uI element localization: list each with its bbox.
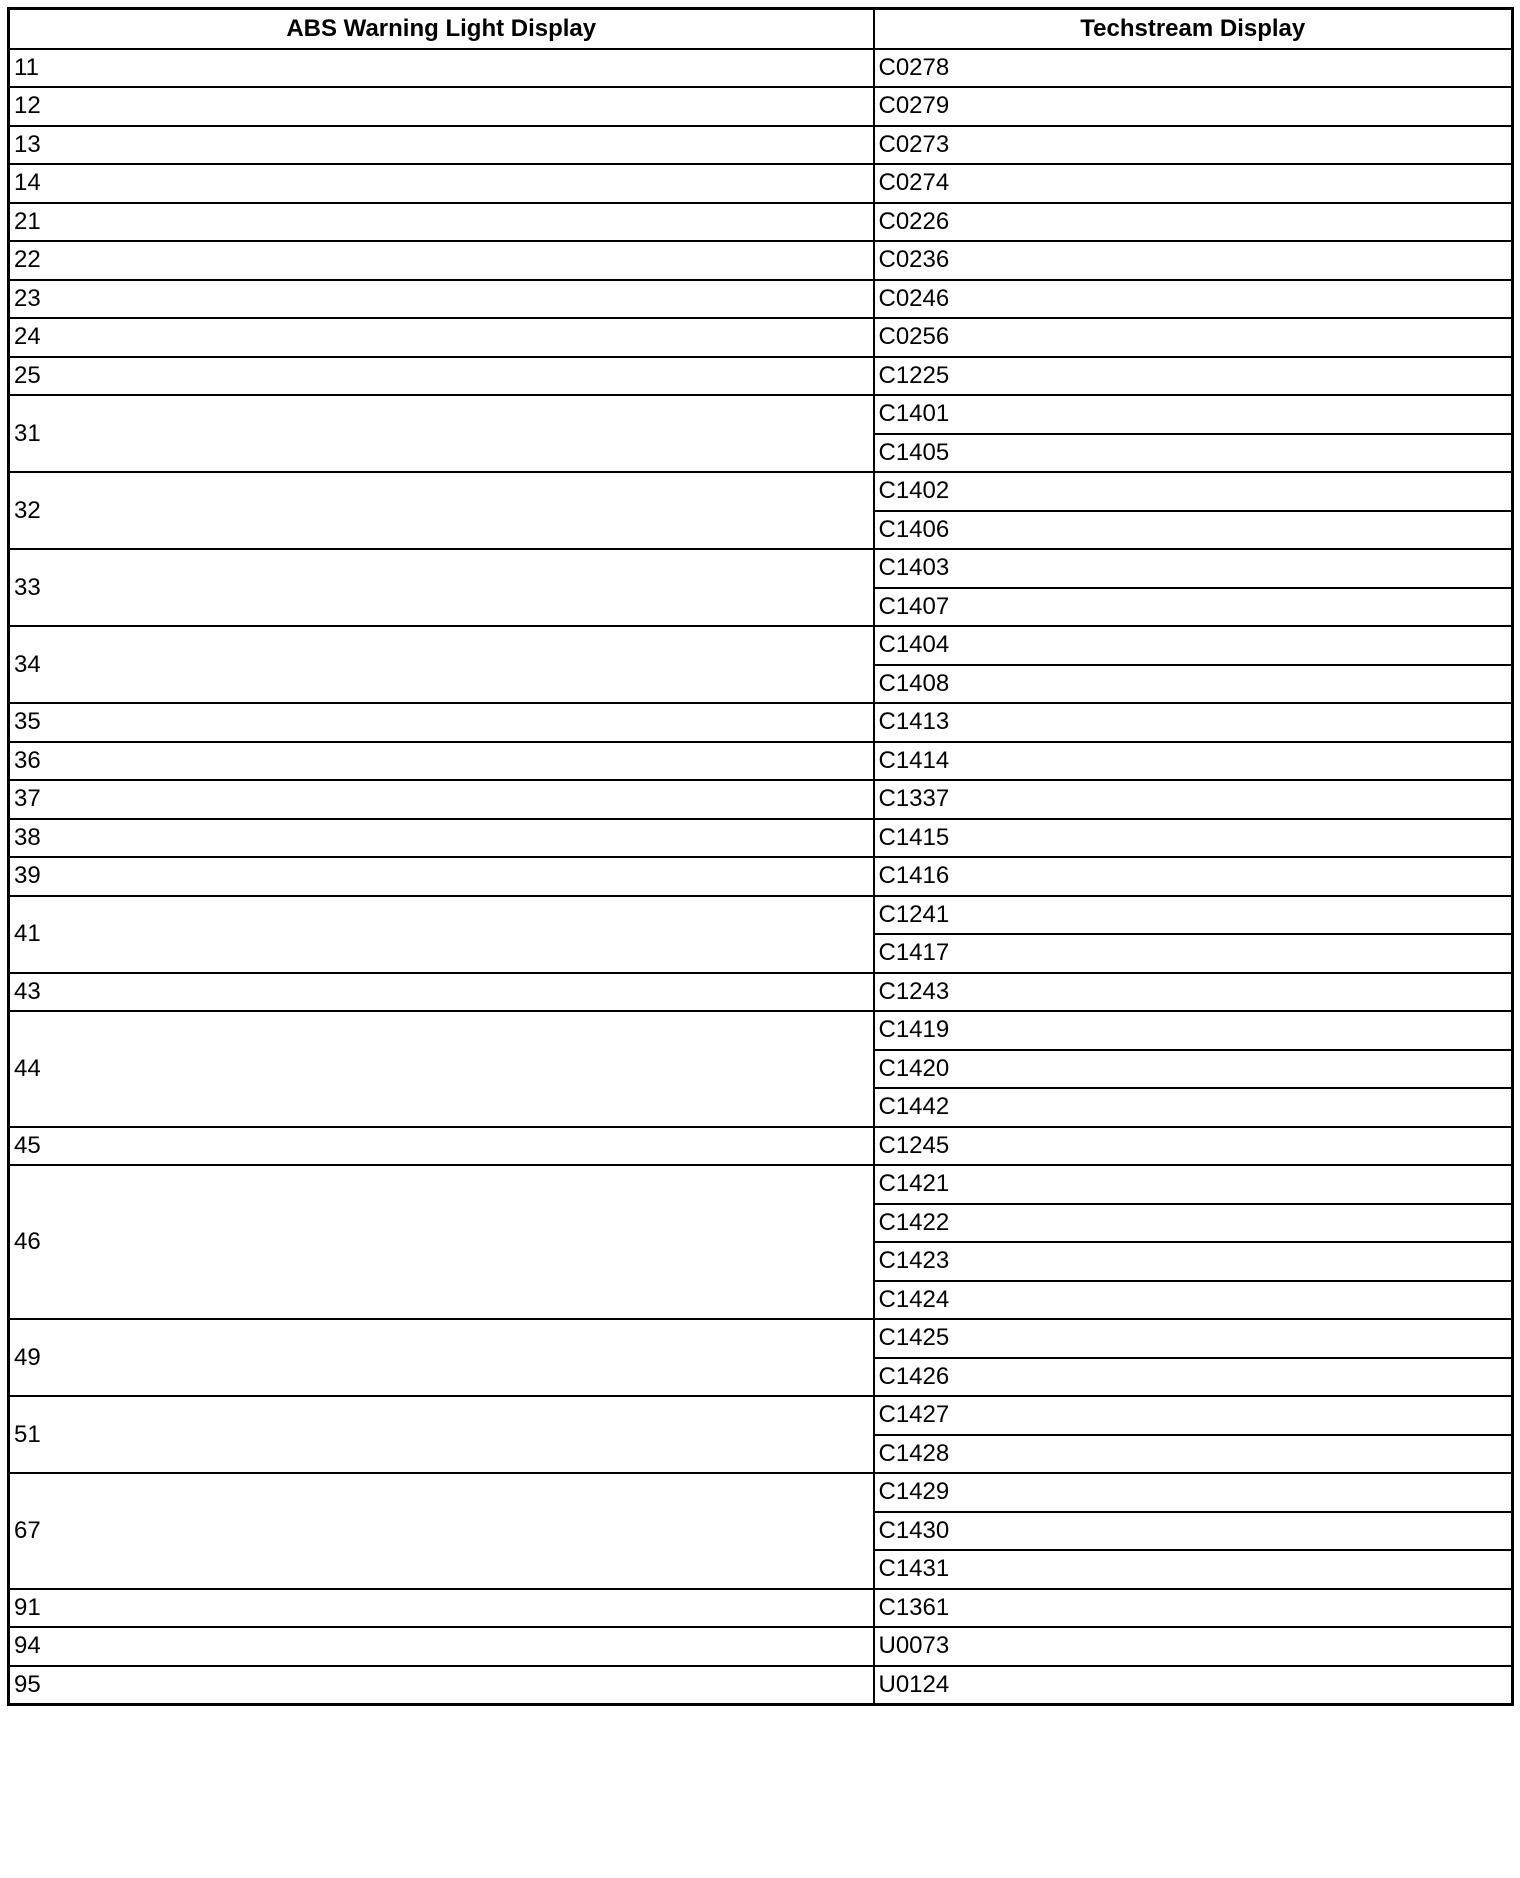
techstream-dtc-code: C0246 bbox=[874, 280, 1513, 319]
abs-warning-light-code: 33 bbox=[9, 549, 874, 626]
techstream-dtc-code: C1406 bbox=[874, 511, 1513, 550]
abs-warning-light-code: 94 bbox=[9, 1627, 874, 1666]
abs-warning-light-code: 14 bbox=[9, 164, 874, 203]
techstream-dtc-code: C0236 bbox=[874, 241, 1513, 280]
abs-warning-light-code: 95 bbox=[9, 1666, 874, 1705]
techstream-dtc-code: C1337 bbox=[874, 780, 1513, 819]
techstream-dtc-code: C1422 bbox=[874, 1204, 1513, 1243]
table-row bbox=[9, 549, 1513, 588]
techstream-dtc-code: C0256 bbox=[874, 318, 1513, 357]
table-row bbox=[9, 780, 1513, 819]
techstream-dtc-code: C0226 bbox=[874, 203, 1513, 242]
abs-warning-light-code: 22 bbox=[9, 241, 874, 280]
table-row bbox=[9, 1396, 1513, 1435]
abs-warning-light-code: 51 bbox=[9, 1396, 874, 1473]
table-row bbox=[9, 857, 1513, 896]
dtc-code-table bbox=[7, 7, 1514, 1706]
abs-warning-light-code: 67 bbox=[9, 1473, 874, 1589]
table-body bbox=[9, 49, 1513, 1705]
abs-warning-light-code: 37 bbox=[9, 780, 874, 819]
abs-warning-light-code: 45 bbox=[9, 1127, 874, 1166]
table-row bbox=[9, 703, 1513, 742]
techstream-dtc-code: C1404 bbox=[874, 626, 1513, 665]
techstream-dtc-code: C1430 bbox=[874, 1512, 1513, 1551]
table-row bbox=[9, 87, 1513, 126]
abs-warning-light-code: 21 bbox=[9, 203, 874, 242]
table-row bbox=[9, 896, 1513, 935]
techstream-dtc-code: U0073 bbox=[874, 1627, 1513, 1666]
abs-warning-light-code: 23 bbox=[9, 280, 874, 319]
techstream-dtc-code: C1413 bbox=[874, 703, 1513, 742]
techstream-dtc-code: C1241 bbox=[874, 896, 1513, 935]
techstream-dtc-code: C1424 bbox=[874, 1281, 1513, 1320]
techstream-dtc-code: C1417 bbox=[874, 934, 1513, 973]
table-row bbox=[9, 973, 1513, 1012]
techstream-dtc-code: C1427 bbox=[874, 1396, 1513, 1435]
table-row bbox=[9, 1627, 1513, 1666]
abs-warning-light-code: 44 bbox=[9, 1011, 874, 1127]
table-row bbox=[9, 742, 1513, 781]
table-row bbox=[9, 1473, 1513, 1512]
abs-warning-light-code: 32 bbox=[9, 472, 874, 549]
techstream-dtc-code: C1419 bbox=[874, 1011, 1513, 1050]
techstream-dtc-code: C1420 bbox=[874, 1050, 1513, 1089]
techstream-dtc-code: C1416 bbox=[874, 857, 1513, 896]
abs-warning-light-code: 43 bbox=[9, 973, 874, 1012]
techstream-dtc-code: C1401 bbox=[874, 395, 1513, 434]
techstream-dtc-code: C1407 bbox=[874, 588, 1513, 627]
table-row bbox=[9, 626, 1513, 665]
table-row bbox=[9, 357, 1513, 396]
techstream-dtc-code: C0273 bbox=[874, 126, 1513, 165]
table-row bbox=[9, 472, 1513, 511]
abs-warning-light-code: 38 bbox=[9, 819, 874, 858]
techstream-dtc-code: C1415 bbox=[874, 819, 1513, 858]
techstream-dtc-code: C1243 bbox=[874, 973, 1513, 1012]
abs-warning-light-code: 49 bbox=[9, 1319, 874, 1396]
techstream-dtc-code: C0279 bbox=[874, 87, 1513, 126]
abs-warning-light-code: 36 bbox=[9, 742, 874, 781]
techstream-dtc-code: C1403 bbox=[874, 549, 1513, 588]
abs-warning-light-code: 35 bbox=[9, 703, 874, 742]
table-row bbox=[9, 819, 1513, 858]
table-row bbox=[9, 164, 1513, 203]
table-header bbox=[9, 9, 1513, 49]
techstream-dtc-code: C1361 bbox=[874, 1589, 1513, 1628]
abs-warning-light-code: 34 bbox=[9, 626, 874, 703]
abs-warning-light-code: 31 bbox=[9, 395, 874, 472]
abs-warning-light-code: 46 bbox=[9, 1165, 874, 1319]
abs-warning-light-code: 12 bbox=[9, 87, 874, 126]
techstream-dtc-code: C1428 bbox=[874, 1435, 1513, 1474]
table-row bbox=[9, 1011, 1513, 1050]
abs-warning-light-code: 24 bbox=[9, 318, 874, 357]
header-abs-warning-light-display: ABS Warning Light Display bbox=[9, 9, 874, 49]
abs-warning-light-code: 13 bbox=[9, 126, 874, 165]
table-row bbox=[9, 1319, 1513, 1358]
techstream-dtc-code: C1225 bbox=[874, 357, 1513, 396]
header-techstream-display: Techstream Display bbox=[874, 9, 1513, 49]
table-row bbox=[9, 318, 1513, 357]
abs-warning-light-code: 41 bbox=[9, 896, 874, 973]
table-row bbox=[9, 280, 1513, 319]
techstream-dtc-code: C1429 bbox=[874, 1473, 1513, 1512]
table-row bbox=[9, 241, 1513, 280]
table-row bbox=[9, 1127, 1513, 1166]
table-row bbox=[9, 203, 1513, 242]
techstream-dtc-code: C1421 bbox=[874, 1165, 1513, 1204]
techstream-dtc-code: C1408 bbox=[874, 665, 1513, 704]
techstream-dtc-code: C0278 bbox=[874, 49, 1513, 88]
techstream-dtc-code: C1423 bbox=[874, 1242, 1513, 1281]
abs-warning-light-code: 25 bbox=[9, 357, 874, 396]
techstream-dtc-code: C0274 bbox=[874, 164, 1513, 203]
table-row bbox=[9, 126, 1513, 165]
techstream-dtc-code: C1402 bbox=[874, 472, 1513, 511]
techstream-dtc-code: C1442 bbox=[874, 1088, 1513, 1127]
techstream-dtc-code: U0124 bbox=[874, 1666, 1513, 1705]
table-row bbox=[9, 395, 1513, 434]
table-row bbox=[9, 1165, 1513, 1204]
techstream-dtc-code: C1425 bbox=[874, 1319, 1513, 1358]
techstream-dtc-code: C1414 bbox=[874, 742, 1513, 781]
abs-warning-light-code: 11 bbox=[9, 49, 874, 88]
abs-warning-light-code: 91 bbox=[9, 1589, 874, 1628]
techstream-dtc-code: C1405 bbox=[874, 434, 1513, 473]
techstream-dtc-code: C1431 bbox=[874, 1550, 1513, 1589]
abs-warning-light-code: 39 bbox=[9, 857, 874, 896]
table-row bbox=[9, 49, 1513, 88]
techstream-dtc-code: C1426 bbox=[874, 1358, 1513, 1397]
header-row bbox=[9, 9, 1513, 49]
table-row bbox=[9, 1666, 1513, 1705]
table-row bbox=[9, 1589, 1513, 1628]
techstream-dtc-code: C1245 bbox=[874, 1127, 1513, 1166]
